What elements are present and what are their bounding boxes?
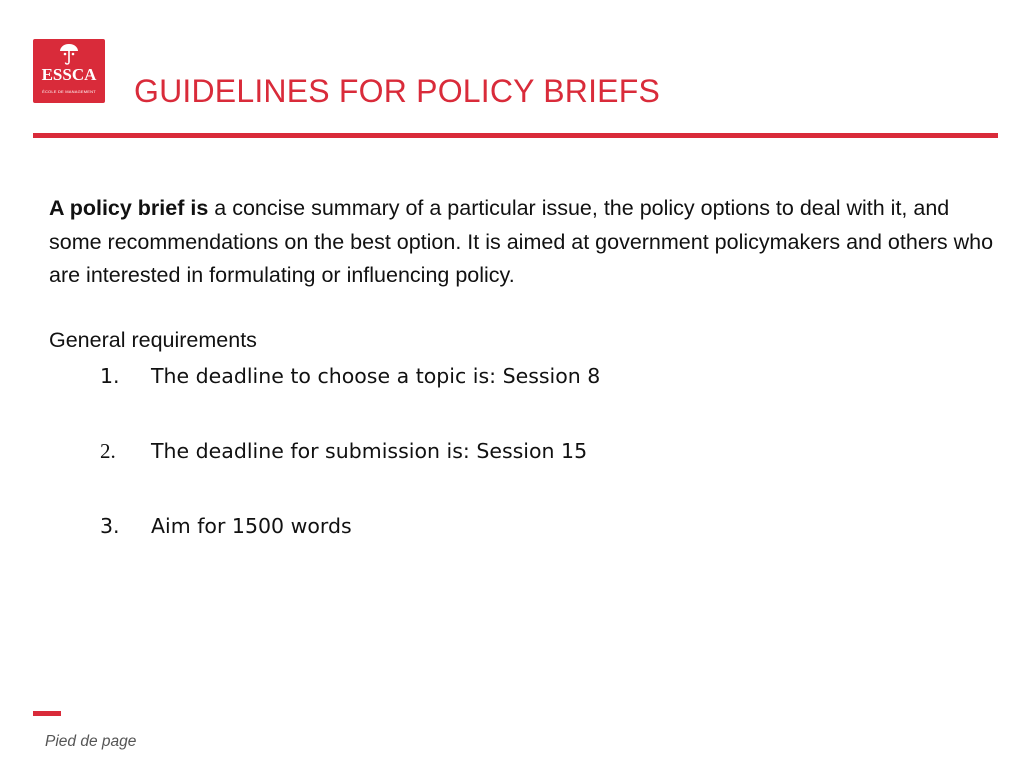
intro-body: a concise summary of a particular issue, the policy options to deal with it, and some recommendations on the best option. It is aimed at government policymakers and others who are interested in formulating or influencing policy. xyxy=(49,196,994,287)
list-item xyxy=(100,511,352,541)
list-item-number: 2. xyxy=(100,439,116,463)
logo-wordmark: ESSCA xyxy=(41,65,97,84)
essca-logo xyxy=(33,39,105,103)
list-item-text: The deadline for submission is: Session 15 xyxy=(151,439,588,463)
intro-lead: A policy brief is xyxy=(49,196,209,220)
slide-title: GUIDELINES FOR POLICY BRIEFS xyxy=(134,73,661,109)
footer-text: Pied de page xyxy=(45,733,137,750)
list-item-text: The deadline to choose a topic is: Session 8 xyxy=(151,364,601,388)
requirements-heading: General requirements xyxy=(49,328,257,352)
title-divider xyxy=(33,133,998,138)
footer-accent-mark xyxy=(33,711,61,716)
list-item-number: 1. xyxy=(100,364,120,388)
list-item xyxy=(100,361,600,391)
list-item-text: Aim for 1500 words xyxy=(151,514,352,538)
list-item xyxy=(100,436,587,466)
intro-paragraph xyxy=(49,192,1004,293)
umbrella-tree-emblem-icon xyxy=(59,43,79,65)
list-item-number: 3. xyxy=(100,514,120,538)
logo-subtitle: ÉCOLE DE MANAGEMENT xyxy=(42,89,96,94)
